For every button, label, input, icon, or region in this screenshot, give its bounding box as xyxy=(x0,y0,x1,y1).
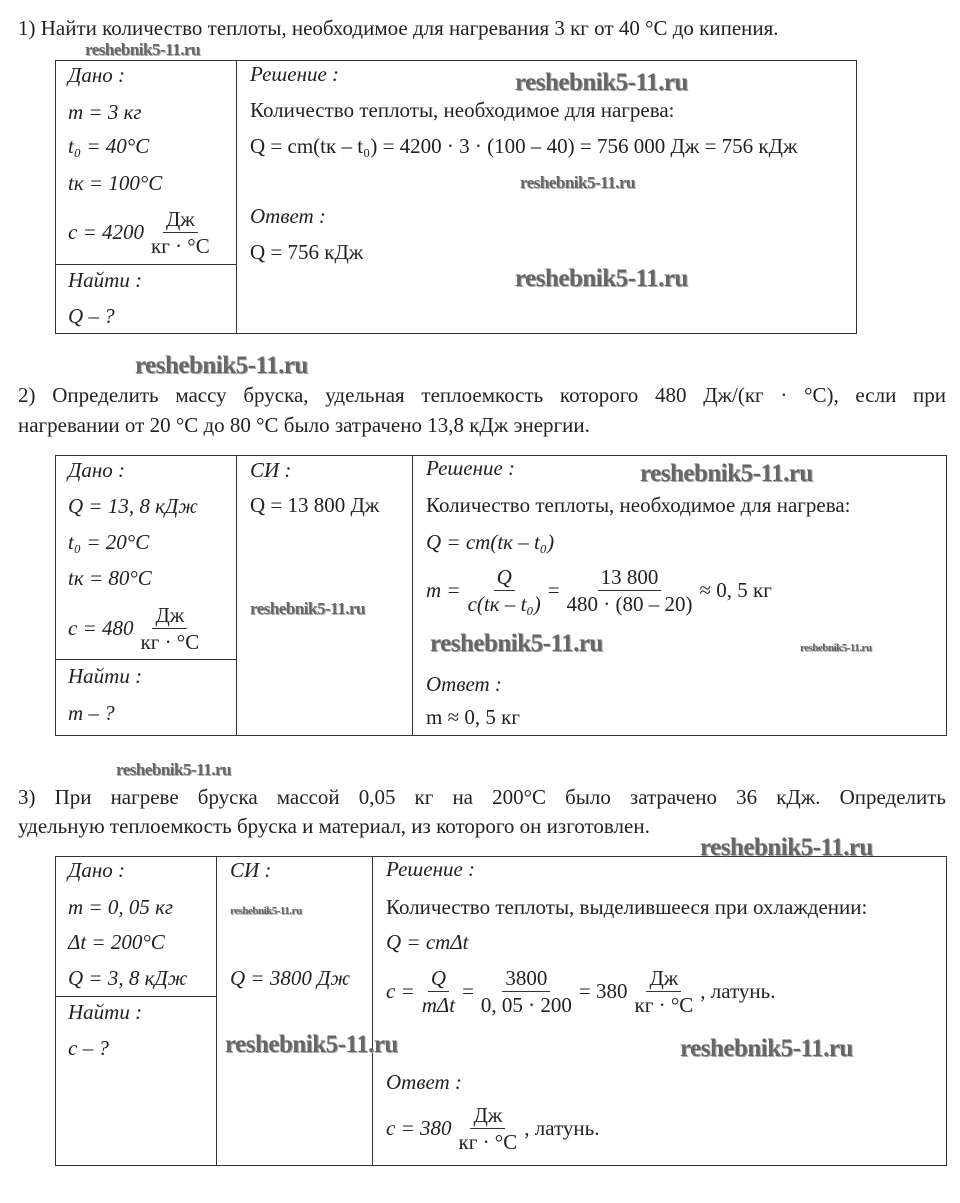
watermark: reshebnik5-11.ru xyxy=(250,599,365,618)
watermark: reshebnik5-11.ru xyxy=(430,630,603,657)
formula-part: m = xyxy=(426,578,461,602)
fraction-numerator: 13 800 xyxy=(598,564,662,591)
divider xyxy=(216,856,217,1165)
formula: Q = cmΔt xyxy=(386,930,469,954)
watermark: reshebnik5-11.ru xyxy=(135,352,308,379)
si-label: СИ : xyxy=(230,858,272,882)
watermark: reshebnik5-11.ru xyxy=(640,460,813,487)
mass-formula xyxy=(426,564,772,617)
divider xyxy=(412,455,413,735)
solution-text: Количество теплоты, необходимое для нагрева: xyxy=(426,493,851,517)
given-value: m = 0, 05 кг xyxy=(68,895,174,919)
given-heat-capacity xyxy=(68,602,206,655)
given-value: Q = 13, 8 кДж xyxy=(68,494,198,518)
watermark: reshebnik5-11.ru xyxy=(515,69,688,96)
watermark: reshebnik5-11.ru xyxy=(520,173,635,192)
answer: Q = 756 кДж xyxy=(250,240,364,264)
solution-text: Количество теплоты, необходимое для нагрева: xyxy=(250,98,675,122)
answer-label: Ответ : xyxy=(386,1070,462,1094)
given-value: t₀ = 40°C xyxy=(68,134,150,158)
formula-part: = xyxy=(462,979,474,1003)
find-label: Найти : xyxy=(68,664,143,688)
given-value: m = 3 кг xyxy=(68,100,142,124)
divider xyxy=(55,996,216,997)
problem-3-title-line-2: удельную теплоемкость бруска и материал, из которого он изготовлен. xyxy=(18,814,650,838)
given-label: Дано : xyxy=(68,458,126,482)
formula: Q = cm(tк – t₀) xyxy=(426,530,555,554)
problem-2-title-line-2: нагревании от 20 °C до 80 °C было затрачено 13,8 кДж энергии. xyxy=(18,413,590,437)
watermark: reshebnik5-11.ru xyxy=(700,834,873,861)
watermark: reshebnik5-11.ru xyxy=(680,1035,853,1062)
fraction-denominator: mΔt xyxy=(421,993,456,1017)
given-value: Q = 3, 8 кДж xyxy=(68,966,188,990)
solution-label: Решение : xyxy=(250,62,340,86)
divider xyxy=(372,856,373,1165)
watermark: reshebnik5-11.ru xyxy=(116,760,231,779)
c-value: c = 480 xyxy=(68,616,134,640)
given-value: t₀ = 20°C xyxy=(68,530,150,554)
fraction-denominator: c(tк – t₀) xyxy=(467,592,541,616)
formula-part: = xyxy=(547,578,560,602)
unit-denominator: кг · °C xyxy=(634,993,694,1017)
material: , латунь. xyxy=(700,979,776,1003)
unit-numerator: Дж xyxy=(163,206,198,233)
divider xyxy=(236,455,237,735)
si-value: Q = 3800 Дж xyxy=(230,966,350,990)
watermark: reshebnik5-11.ru xyxy=(85,40,200,59)
fraction-numerator: Q xyxy=(494,564,515,591)
fraction-numerator: Q xyxy=(428,965,449,992)
answer-label: Ответ : xyxy=(250,204,326,228)
find-value: m – ? xyxy=(68,701,115,725)
formula: Q = cm(tк – t₀) = 4200 · 3 · (100 – 40) = 756 000 Дж = 756 кДж xyxy=(250,134,798,158)
answer-label: Ответ : xyxy=(426,672,502,696)
formula-result: = 380 xyxy=(578,979,628,1003)
problem-3-title-line-1: 3) При нагреве бруска массой 0,05 кг на 200°C было затрачено 36 кДж. Определить xyxy=(18,785,946,809)
find-label: Найти : xyxy=(68,1000,143,1024)
c-value: c = 4200 xyxy=(68,220,144,244)
problem-2-title-line-1: 2) Определить массу бруска, удельная теплоемкость которого 480 Дж/(кг · °C), если при xyxy=(18,383,946,407)
watermark: reshebnik5-11.ru xyxy=(225,1031,398,1058)
answer xyxy=(386,1102,599,1155)
unit-denominator: кг · °C xyxy=(151,234,210,258)
solution-label: Решение : xyxy=(426,456,516,480)
problem-1-title: 1) Найти количество теплоты, необходимое для нагревания 3 кг от 40 °C до кипения. xyxy=(18,16,779,40)
given-value: tк = 100°C xyxy=(68,171,163,195)
divider xyxy=(55,659,236,660)
unit-denominator: кг · °C xyxy=(458,1130,518,1154)
given-value: tк = 80°C xyxy=(68,566,152,590)
watermark: reshebnik5-11.ru xyxy=(515,265,688,292)
material: , латунь. xyxy=(524,1116,600,1140)
fraction-denominator: 480 · (80 – 20) xyxy=(566,592,693,616)
si-value: Q = 13 800 Дж xyxy=(250,493,380,517)
watermark: reshebnik5-11.ru xyxy=(230,905,302,917)
formula-result: ≈ 0, 5 кг xyxy=(699,578,772,602)
given-label: Дано : xyxy=(68,858,126,882)
fraction-denominator: 0, 05 · 200 xyxy=(480,993,572,1017)
find-value: Q – ? xyxy=(68,304,115,328)
formula-part: c = xyxy=(386,979,415,1003)
unit-numerator: Дж xyxy=(646,965,681,992)
answer: m ≈ 0, 5 кг xyxy=(426,705,520,729)
unit-numerator: Дж xyxy=(470,1102,505,1129)
solution-label: Решение : xyxy=(386,857,476,881)
unit-denominator: кг · °C xyxy=(140,630,200,654)
fraction-numerator: 3800 xyxy=(502,965,550,992)
divider xyxy=(236,60,237,333)
heat-capacity-formula xyxy=(386,965,775,1018)
find-label: Найти : xyxy=(68,268,143,292)
watermark: reshebnik5-11.ru xyxy=(800,642,872,654)
given-label: Дано : xyxy=(68,63,126,87)
given-value: Δt = 200°C xyxy=(68,930,165,954)
divider xyxy=(55,264,236,265)
solution-text: Количество теплоты, выделившееся при охлаждении: xyxy=(386,895,868,919)
given-heat-capacity xyxy=(68,206,217,259)
find-value: c – ? xyxy=(68,1036,109,1060)
unit-numerator: Дж xyxy=(152,602,187,629)
answer-value: c = 380 xyxy=(386,1116,452,1140)
si-label: СИ : xyxy=(250,458,292,482)
